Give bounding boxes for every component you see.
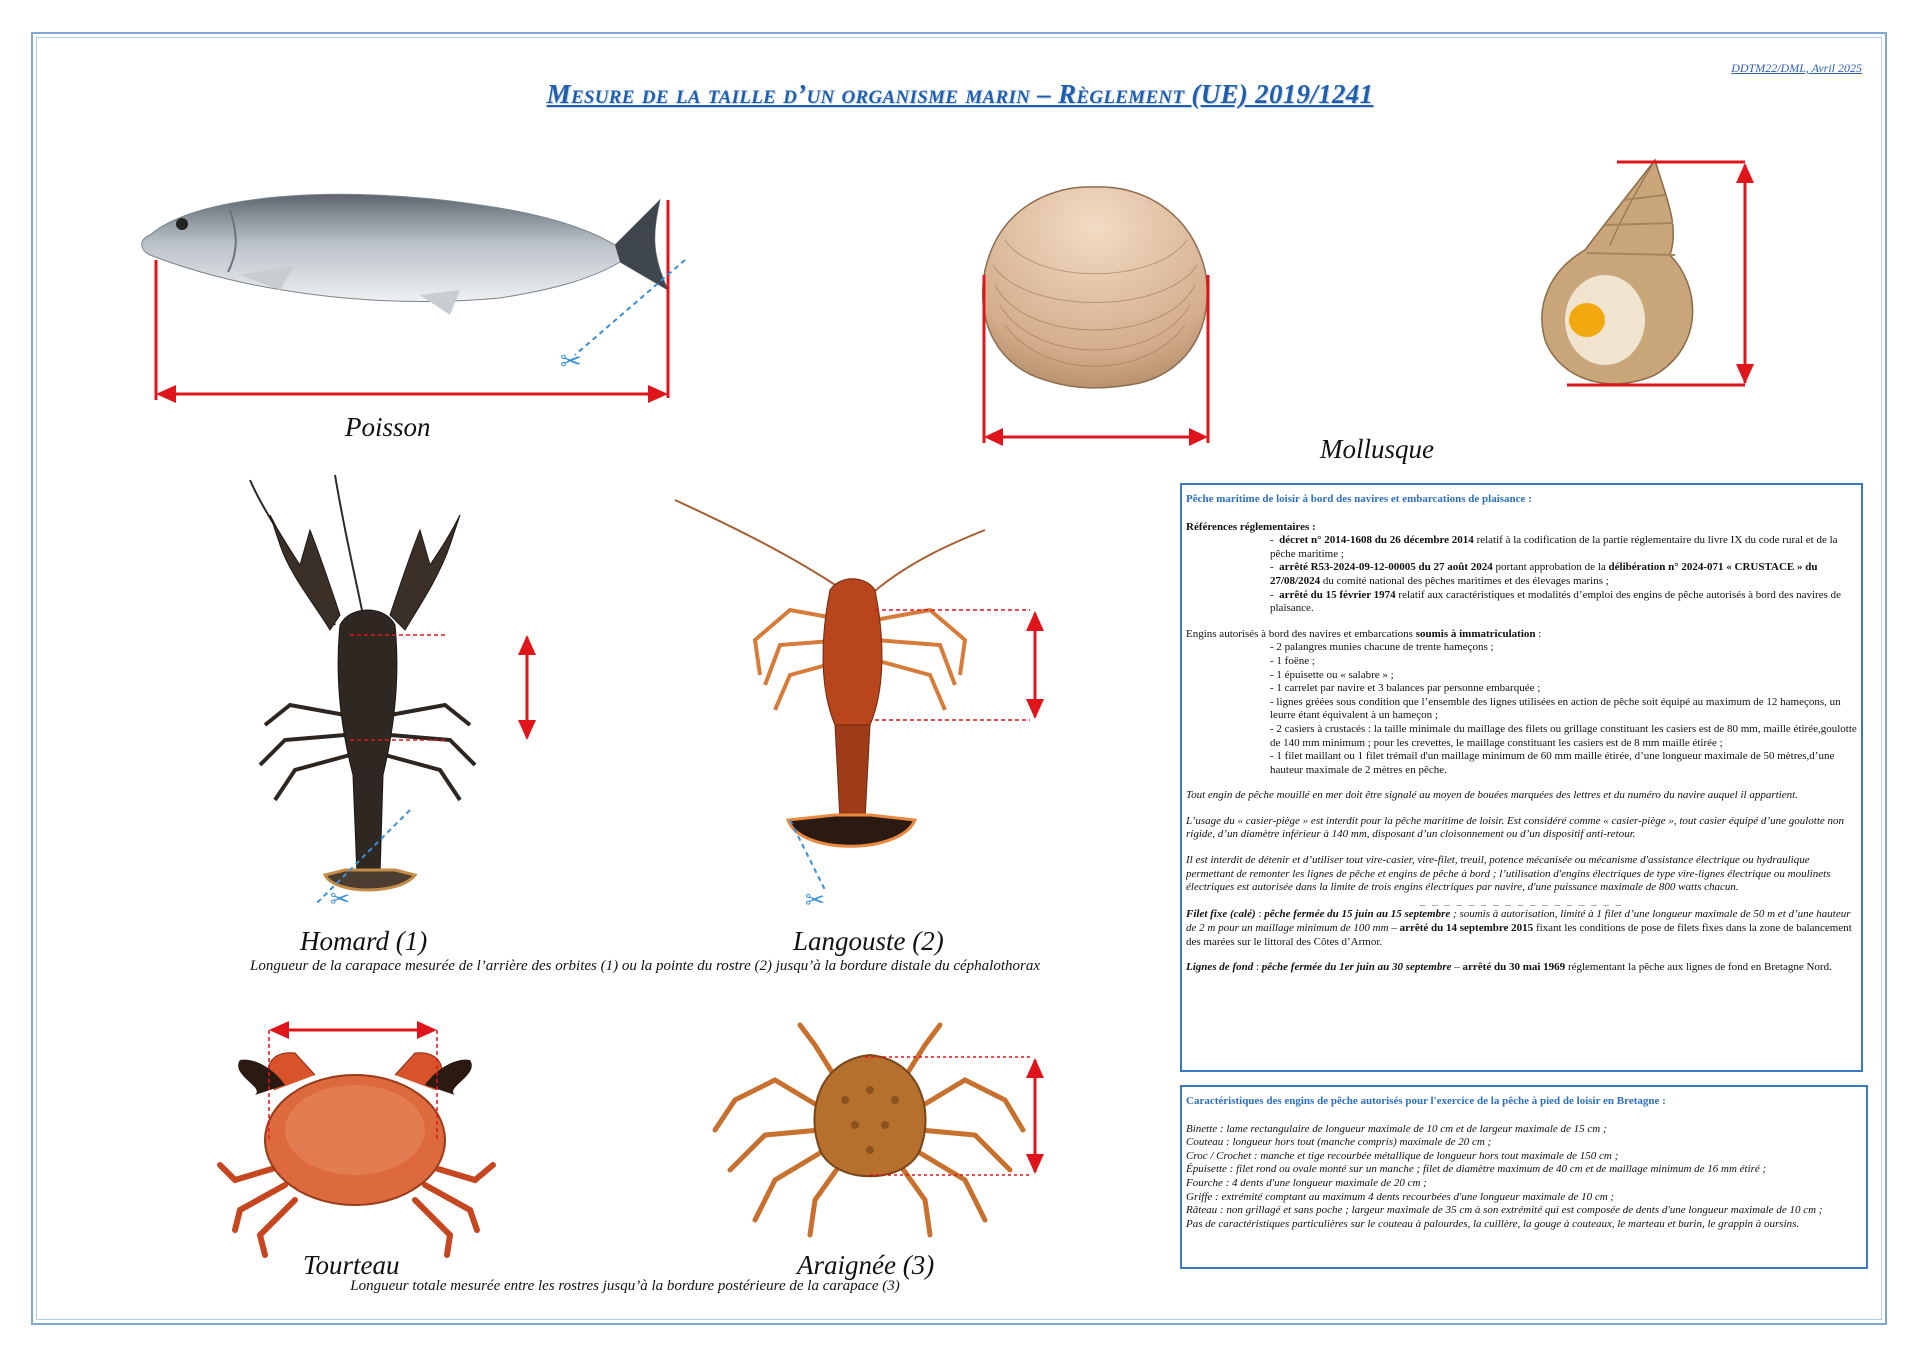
ref-2: - arrêté R53-2024-09-12-00005 du 27 août 2024 portant approbation de la délibération n° 2024-071 « CRUSTACE » du 27/08/2024 du comité national des pêches maritimes et des élevages marins ; (1270, 561, 1818, 587)
svg-text:✂: ✂ (805, 888, 826, 914)
engins-intro: Engins autorisés à bord des navires et embarcations soumis à immatriculation : (1186, 627, 1542, 640)
crab-label: Tourteau (303, 1250, 400, 1280)
gear-item: Croc / Crochet : manche et tige recourbée métallique de longueur hors tout maximale de 150 cm ; (1186, 1149, 1619, 1162)
box1-heading: Pêche maritime de loisir à bord des navires et embarcations de plaisance : (1186, 493, 1532, 505)
engin-item: - lignes gréées sous condition que l’ensemble des lignes utilisées en action de pêche soit équipé au maximum de 12 hameçons, un leurre étant équivalent à un hameçon ; (1270, 695, 1841, 722)
buoy-paragraph: Tout engin de pêche mouillé en mer doit être signalé au moyen de bouées marquées des lettres et du numéro du navire auquel il appartient. (1186, 789, 1798, 802)
crab-measure-caption: Longueur totale mesurée entre les rostres jusqu’à la bordure postérieure de la carapace (3) (350, 1278, 900, 1294)
gear-item: Griffe : extrémité comptant au maximum 4 dents recourbées d'une longueur maximale de 10 cm ; (1186, 1190, 1615, 1203)
engin-item: - 1 carrelet par navire et 3 balances par personne embarquée ; (1270, 682, 1541, 695)
spider-crab-illustration (705, 1020, 1045, 1240)
fixed-net-paragraph: Filet fixe (calé) : pêche fermée du 15 juin au 15 septembre ; soumis à autorisation, limité à 1 filet d’une longueur maximale de 50 m et d’une hauteur de 2 m pour un maillage minimum de 100 mm – arrêté du 14 septembre 2015 fixant les conditions de pose de filets fixes dans la zone de balancement des marées sur le littoral des Côtes d’Armor. (1186, 908, 1852, 948)
gear-item: Binette : lame rectangulaire de longueur maximale de 10 cm et de largeur maximale de 15 cm ; (1186, 1122, 1607, 1135)
crab-illustration (215, 1015, 500, 1265)
engin-item: - 2 palangres munies chacune de trente hameçons ; (1270, 641, 1494, 654)
gear-item: Pas de caractéristiques particulières sur le couteau à palourdes, la cuillère, la gouge à couteaux, le marteau et burin, le grappin à oursins. (1186, 1217, 1800, 1230)
spiny-lobster-illustration (670, 490, 1045, 920)
mollusc-label: Mollusque (1320, 434, 1434, 464)
refs-title: Références réglementaires : (1186, 520, 1316, 533)
longline-paragraph: Lignes de fond : pêche fermée du 1er juin au 30 septembre – arrêté du 30 mai 1969 réglementant la pêche aux lignes de fond en Bretagne Nord. (1186, 961, 1832, 974)
shore-fishing-gear-box (1180, 1085, 1868, 1269)
gear-item: Râteau : non grillagé et sans poche ; largeur maximale de 35 cm à son extrémité qui est composée de dents d'une longueur maximale de 10 cm ; (1186, 1204, 1823, 1217)
document-reference: DDTM22/DML, Avril 2025 (1731, 61, 1862, 75)
spiny-lobster-label: Langouste (2) (793, 926, 944, 956)
gear-item: Épuisette : filet rond ou ovale monté sur un manche ; filet de diamètre maximum de 40 cm et de maillage minimum de 16 mm étiré ; (1186, 1163, 1767, 1176)
box2-heading: Caractéristiques des engins de pêche autorisés pour l'exercice de la pêche à pied de loisir en Bretagne : (1186, 1095, 1666, 1107)
crustacean-measure-caption: Longueur de la carapace mesurée de l’arrière des orbites (1) ou la pointe du rostre (2) jusqu’à la bordure distale du céphalothorax (249, 958, 1041, 974)
whelk-illustration (1505, 155, 1760, 395)
page-title: Mesure de la taille d’un organisme marin – Règlement (UE) 2019/1241 (546, 79, 1374, 109)
gear-item: Fourche : 4 dents d'une longueur maximale de 20 cm ; (1186, 1176, 1427, 1189)
engin-item: - 2 casiers à crustacés : la taille minimale du maillage des filets ou grillage constituant les casiers est de 80 mm, maille étirée,goulotte de 140 mm minimum ; pour les crevettes, le maillage constituant les casiers est de 8 mm maille étirée ; (1270, 722, 1857, 749)
engin-item: - 1 foëne ; (1270, 654, 1315, 667)
fish-illustration (120, 180, 690, 410)
engin-item: - 1 filet maillant ou 1 filet trémail d'un maillage minimum de 60 mm maille étirée, d’une longueur maximale de 50 mètres,d’une hauteur maximale de 2 mètres en pêche. (1270, 750, 1835, 776)
trap-paragraph: L’usage du « casier-piège » est interdit pour la pêche maritime de loisir. Est considéré comme « casier-piège », tout casier équipé d’une goulotte non rigide, d’un diamètre inférieur à 140 mm, disposant d’un cloisonnement ou d’un dispositif anti-retour. (1186, 814, 1845, 841)
fish-label: Poisson (345, 412, 431, 442)
svg-text:✂: ✂ (330, 887, 351, 913)
ref-1: - décret n° 2014-1608 du 26 décembre 2014 relatif à la codification de la partie réglementaire du livre IX du code rural et de la pêche maritime ; (1270, 534, 1838, 560)
spider-crab-label: Araignée (3) (797, 1250, 935, 1280)
gear-item: Couteau : longueur hors tout (manche compris) maximale de 20 cm ; (1186, 1136, 1492, 1149)
lobster-illustration (235, 475, 545, 915)
engin-item: - 1 épuisette ou « salabre » ; (1270, 668, 1394, 681)
lobster-label: Homard (1) (300, 926, 428, 956)
equipment-paragraph: Il est interdit de détenir et d’utiliser tout vire-casier, vire-filet, treuil, potence mécanisée ou mécanisme d'assistance électrique ou hydraulique permettant de remonter les lignes de pêche et engins de pêche à bord ; l’utilisation d'engins électriques de type vire-lignes électrique ou moulinets électriques est autorisée dans la limite de trois engins électriques par navire, d'une puissance maximale de 800 watts chacun. (1186, 854, 1831, 894)
separator: _ _ _ _ _ _ _ _ _ _ _ _ _ _ _ _ _ (1419, 894, 1624, 907)
svg-text:✂: ✂ (560, 347, 582, 376)
clam-illustration (965, 175, 1225, 450)
recreational-fishing-info-box (1180, 483, 1863, 1072)
ref-3: - arrêté du 15 février 1974 relatif aux caractéristiques et modalités d’emploi des engins de pêche autorisés à bord des navires de plaisance. (1270, 588, 1841, 615)
